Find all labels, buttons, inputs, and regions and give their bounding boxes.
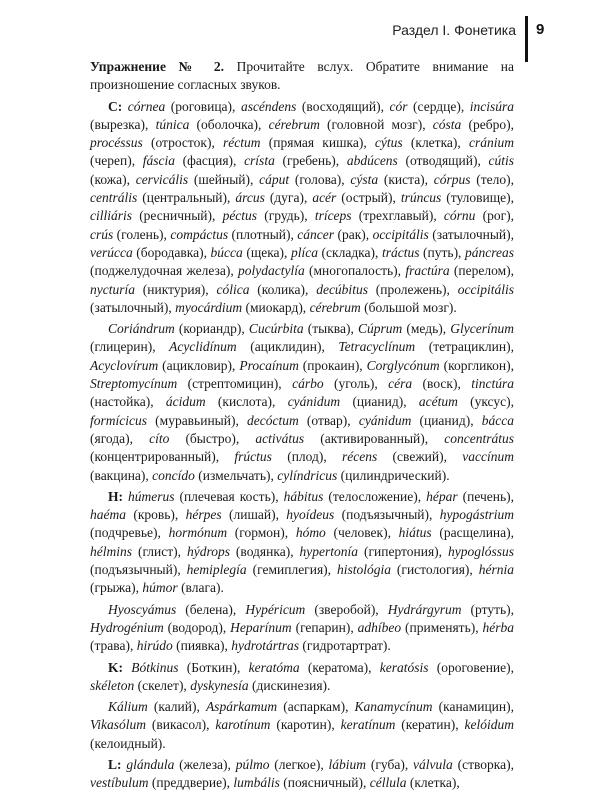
exercise-label: Упражнение № 2. (90, 59, 225, 74)
latin-term: keratóma (248, 659, 300, 675)
translation-text: (туловище), (441, 190, 515, 206)
translation-text: (подъязычный), (90, 562, 187, 578)
translation-text: (поджелудочная железа), (90, 263, 238, 279)
translation-text: (зверобой), (305, 601, 388, 617)
translation-text: (человек), (325, 525, 399, 541)
latin-term: Heparínum (230, 619, 292, 635)
latin-term: hyoídeus (286, 507, 335, 523)
translation-text: (настойка), (90, 394, 166, 410)
translation-text: (ацикловир), (158, 357, 240, 373)
exercise-instruction: Прочитайте вслух. Обратите внимание на произношение согласных звуков. (90, 59, 514, 93)
translation-text: (губа), (366, 756, 414, 772)
translation-text: (подъязычный), (334, 507, 440, 523)
latin-term: Acyclovírum (90, 357, 159, 373)
latin-term: vestíbulum (90, 775, 149, 791)
latin-term: Coriándrum (108, 321, 175, 337)
exercise-heading (90, 58, 514, 95)
latin-term: cósta (432, 116, 462, 132)
translation-text: (плотный), (228, 226, 298, 242)
latin-term: Acyclidínum (169, 339, 237, 355)
latin-term: crús (90, 226, 114, 242)
translation-text: (рог), (475, 208, 514, 224)
latin-term: Vikasólum (90, 717, 146, 733)
latin-term: cylíndricus (277, 467, 338, 483)
translation-text: (каротин), (270, 717, 341, 733)
latin-term: keratínum (340, 717, 396, 733)
latin-term: válvula (413, 756, 453, 772)
translation-text: (трава), (90, 638, 137, 654)
latin-term: trúncus (400, 190, 442, 206)
latin-term: húmerus (127, 488, 175, 504)
translation-text: (цианид), (411, 412, 482, 428)
latin-term: concído (152, 467, 195, 483)
latin-term: hypertonía (299, 543, 359, 559)
translation-text: (ресничный), (132, 208, 223, 224)
translation-text: (дуга), (264, 190, 313, 206)
latin-term: cárbo (292, 376, 324, 392)
latin-term: céllula (369, 775, 407, 791)
latin-term: cýtus (374, 135, 403, 151)
translation-text: (киста), (378, 171, 434, 187)
translation-text: (прямая кишка), (260, 135, 375, 151)
latin-term: myocárdium (175, 299, 243, 315)
latin-term: kelóidum (464, 717, 514, 733)
translation-text: (большой мозг). (360, 299, 457, 315)
latin-term: hýdrops (186, 543, 230, 559)
translation-text: (белена), (176, 601, 246, 617)
translation-text: (келоидный). (90, 735, 166, 751)
translation-text: (вакцина), (90, 467, 153, 483)
translation-text: (тетрациклин), (415, 339, 514, 355)
translation-text: (вырезка), (90, 116, 156, 132)
translation-text: (прокаин), (298, 357, 367, 373)
latin-term: plíca (290, 244, 318, 260)
latin-term: frúctus (234, 449, 272, 465)
translation-text: (уголь), (323, 376, 389, 392)
latin-term: cíto (149, 430, 170, 446)
latin-term: karotínum (215, 717, 271, 733)
translation-text: (ртуть), (461, 601, 514, 617)
translation-text: (водянка), (229, 543, 300, 559)
latin-term: réctum (223, 135, 261, 151)
translation-text: (железа), (174, 756, 236, 772)
translation-text: (пролежень), (367, 281, 458, 297)
translation-text: (кожа), (90, 171, 136, 187)
latin-term: haéma (90, 507, 126, 523)
translation-text: (череп), (90, 153, 143, 169)
latin-term: cólica (216, 281, 250, 297)
translation-text: (глицерин), (90, 339, 170, 355)
translation-text: (аспаркам), (277, 699, 355, 715)
translation-text: (гребень), (274, 153, 347, 169)
paragraph (90, 756, 514, 793)
latin-term: péctus (222, 208, 258, 224)
latin-term: húmor (142, 580, 178, 596)
latin-term: túnica (155, 116, 190, 132)
translation-text: (голень), (113, 226, 171, 242)
latin-term: tráctus (381, 244, 420, 260)
latin-term: decúbitus (316, 281, 368, 297)
consonant-label: L: (108, 756, 122, 772)
latin-term: Glycerínum (450, 321, 514, 337)
latin-term: activátus (255, 430, 305, 446)
latin-term: hormónum (168, 525, 228, 541)
exercise-body (90, 58, 514, 793)
translation-text: (грудь), (257, 208, 315, 224)
translation-text: (гистология), (390, 562, 479, 578)
translation-text: (сердце), (407, 98, 470, 114)
latin-term: hirúdo (136, 638, 173, 654)
latin-term: córnea (127, 98, 166, 114)
translation-text: (пиявка), (172, 638, 232, 654)
translation-text: (оболочка), (189, 116, 269, 132)
latin-term: árcus (235, 190, 265, 206)
translation-text: (подчревье), (90, 525, 169, 541)
translation-text: (свежий), (377, 449, 463, 465)
translation-text: (никтурия), (135, 281, 217, 297)
latin-term: hydrotártras (231, 638, 300, 654)
translation-text: (водород), (163, 619, 231, 635)
latin-term: abdúcens (346, 153, 398, 169)
translation-text: (миокард), (242, 299, 310, 315)
translation-text: (легкое), (269, 756, 329, 772)
translation-text: (створка), (452, 756, 514, 772)
latin-term: concentrátus (444, 430, 514, 446)
latin-term: cránium (469, 135, 514, 151)
translation-text: (гипертония), (358, 543, 448, 559)
translation-text: (затылочный), (90, 299, 176, 315)
paragraph (90, 320, 514, 485)
translation-text: (клетка), (406, 775, 460, 791)
translation-text: (дискинезия). (248, 677, 331, 693)
latin-term: cútis (488, 153, 515, 169)
translation-text: (щека), (242, 244, 291, 260)
latin-term: Cúprum (357, 321, 403, 337)
latin-term: vaccínum (462, 449, 514, 465)
latin-term: fáscia (142, 153, 176, 169)
latin-term: verúcca (90, 244, 133, 260)
latin-term: Kanamycínum (354, 699, 433, 715)
latin-term: cór (389, 98, 408, 114)
latin-term: nycturía (90, 281, 135, 297)
latin-term: hérpes (185, 507, 222, 523)
term-paragraphs (90, 98, 514, 793)
translation-text: (грыжа), (90, 580, 143, 596)
latin-term: ascéndens (240, 98, 297, 114)
latin-term: Cucúrbita (248, 321, 304, 337)
page-header (0, 16, 600, 44)
translation-text: (калий), (147, 699, 206, 715)
paragraph (90, 98, 514, 318)
translation-text: (медь), (402, 321, 451, 337)
translation-text: (восходящий), (296, 98, 390, 114)
translation-text: (гепарин), (291, 619, 358, 635)
latin-term: ácidum (165, 394, 206, 410)
translation-text: (отводящий), (397, 153, 489, 169)
latin-term: Hypéricum (245, 601, 306, 617)
paragraph (90, 698, 514, 753)
latin-term: occipitális (372, 226, 429, 242)
latin-term: hérnia (478, 562, 514, 578)
translation-text: (цианид), (340, 394, 419, 410)
translation-text: (тело), (470, 171, 514, 187)
latin-term: decóctum (247, 412, 299, 428)
translation-text: (печень), (457, 488, 515, 504)
latin-term: cérebrum (268, 116, 320, 132)
translation-text: (колика), (249, 281, 317, 297)
latin-term: cýsta (350, 171, 379, 187)
latin-term: glándula (126, 756, 175, 772)
latin-term: cáncer (297, 226, 335, 242)
translation-text: (ягода), (90, 430, 150, 446)
translation-text: (уксус), (457, 394, 514, 410)
translation-text: (кератома), (299, 659, 380, 675)
translation-text: (трехглавый), (351, 208, 444, 224)
translation-text: (острый), (336, 190, 401, 206)
translation-text: (активированный), (304, 430, 445, 446)
latin-term: Kálium (108, 699, 148, 715)
translation-text: (отвар), (298, 412, 359, 428)
latin-term: cyánidum (287, 394, 341, 410)
translation-text: (рак), (334, 226, 373, 242)
latin-term: occipitális (457, 281, 514, 297)
translation-text: (клетка), (402, 135, 469, 151)
paragraph (90, 488, 514, 598)
latin-term: incisúra (469, 98, 514, 114)
translation-text: (гормон), (227, 525, 296, 541)
translation-text: (голова), (289, 171, 351, 187)
translation-text: (муравьиный), (147, 412, 247, 428)
translation-text: (центральный), (137, 190, 236, 206)
translation-text: (перелом), (449, 263, 514, 279)
translation-text: (цилиндрический). (337, 467, 450, 483)
translation-text: (стрептомицин), (177, 376, 293, 392)
translation-text: (применять), (401, 619, 483, 635)
latin-term: crísta (244, 153, 275, 169)
latin-term: Aspárkamum (205, 699, 278, 715)
latin-term: dyskynesía (190, 677, 249, 693)
translation-text: (глист), (132, 543, 187, 559)
translation-text: (гидротартрат). (299, 638, 391, 654)
latin-term: hypoglóssus (447, 543, 514, 559)
latin-term: formícicus (90, 412, 147, 428)
translation-text: (концентрированный), (90, 449, 235, 465)
translation-text: (ороговение), (428, 659, 515, 675)
translation-text: (быстро), (169, 430, 256, 446)
latin-term: centrális (90, 190, 138, 206)
latin-term: púlmo (235, 756, 270, 772)
translation-text: (многопалость), (304, 263, 406, 279)
translation-text: (плечевая кость), (174, 488, 284, 504)
translation-text: (тыква), (303, 321, 358, 337)
translation-text: (канамицин), (432, 699, 514, 715)
translation-text (123, 660, 131, 675)
latin-term: córnu (443, 208, 476, 224)
latin-term: skéleton (90, 677, 135, 693)
translation-text: (ациклидин), (236, 339, 339, 355)
latin-term: adhíbeo (357, 619, 402, 635)
translation-text: (отросток), (142, 135, 224, 151)
translation-text: (плод), (271, 449, 343, 465)
latin-term: acétum (418, 394, 458, 410)
translation-text: (кориандр), (174, 321, 249, 337)
section-title: Раздел I. Фонетика (392, 22, 516, 38)
latin-term: Procaínum (239, 357, 299, 373)
latin-term: hérba (482, 619, 515, 635)
latin-term: lumbális (233, 775, 280, 791)
latin-term: Tetracyclínum (338, 339, 416, 355)
page-number: 9 (536, 21, 545, 38)
latin-term: Bótkinus (131, 659, 179, 675)
latin-term: fractúra (405, 263, 450, 279)
translation-text: (бородавка), (132, 244, 211, 260)
latin-term: hypogástrium (439, 507, 514, 523)
translation-text: (кератин), (395, 717, 465, 733)
translation-text: (затылочный), (428, 226, 514, 242)
latin-term: Hyoscyámus (108, 601, 177, 617)
latin-term: histológia (336, 562, 391, 578)
latin-term: acér (312, 190, 337, 206)
latin-term: lábium (328, 756, 367, 772)
translation-text: (фасция), (175, 153, 245, 169)
latin-term: cervicális (135, 171, 189, 187)
latin-term: procéssus (90, 135, 143, 151)
translation-text: (кровь), (126, 507, 186, 523)
consonant-label: H: (108, 488, 123, 504)
translation-text: (кислота), (205, 394, 288, 410)
translation-text: (скелет), (134, 677, 191, 693)
translation-text: (воск), (412, 376, 472, 392)
translation-text: (телосложение), (323, 488, 427, 504)
latin-term: hómo (295, 525, 326, 541)
latin-term: tinctúra (471, 376, 514, 392)
latin-term: páncreas (465, 244, 514, 260)
paragraph (90, 659, 514, 696)
translation-text: (головной мозг), (319, 116, 433, 132)
header-divider (525, 16, 528, 62)
translation-text: (влага). (177, 580, 224, 596)
latin-term: keratósis (379, 659, 429, 675)
latin-term: Hydrárgyrum (387, 601, 462, 617)
latin-term: polydactylía (238, 263, 305, 279)
latin-term: compáctus (170, 226, 229, 242)
translation-text: (шейный), (188, 171, 260, 187)
translation-text: (преддверие), (148, 775, 234, 791)
consonant-label: C: (108, 98, 123, 114)
translation-text: (измельчать), (194, 467, 278, 483)
latin-term: cérebrum (309, 299, 361, 315)
translation-text: (роговица), (165, 98, 241, 114)
latin-term: córpus (433, 171, 471, 187)
latin-term: tríceps (314, 208, 352, 224)
latin-term: hemiplegía (186, 562, 247, 578)
translation-text: (расщелина), (431, 525, 515, 541)
latin-term: bácca (481, 412, 514, 428)
latin-term: Hydrogénium (90, 619, 164, 635)
translation-text: (поясничный), (279, 775, 370, 791)
consonant-label: K: (108, 659, 123, 675)
translation-text: (складка), (317, 244, 382, 260)
latin-term: Corglycónum (366, 357, 440, 373)
latin-term: céra (388, 376, 413, 392)
latin-term: Streptomycínum (90, 376, 178, 392)
translation-text: (путь), (419, 244, 465, 260)
translation-text: (викасол), (146, 717, 216, 733)
paragraph (90, 601, 514, 656)
latin-term: búcca (210, 244, 243, 260)
latin-term: cáput (259, 171, 290, 187)
translation-text: (Боткин), (178, 659, 249, 675)
translation-text: (ребро), (461, 116, 514, 132)
translation-text: (гемиплегия), (246, 562, 337, 578)
latin-term: cilliáris (90, 208, 133, 224)
latin-term: récens (342, 449, 378, 465)
translation-text: (лишай), (221, 507, 287, 523)
latin-term: cyánidum (358, 412, 412, 428)
latin-term: hélmins (90, 543, 132, 559)
latin-term: hépar (426, 488, 458, 504)
latin-term: hábitus (283, 488, 324, 504)
latin-term: hiátus (398, 525, 432, 541)
translation-text: (коргликон), (439, 357, 515, 373)
